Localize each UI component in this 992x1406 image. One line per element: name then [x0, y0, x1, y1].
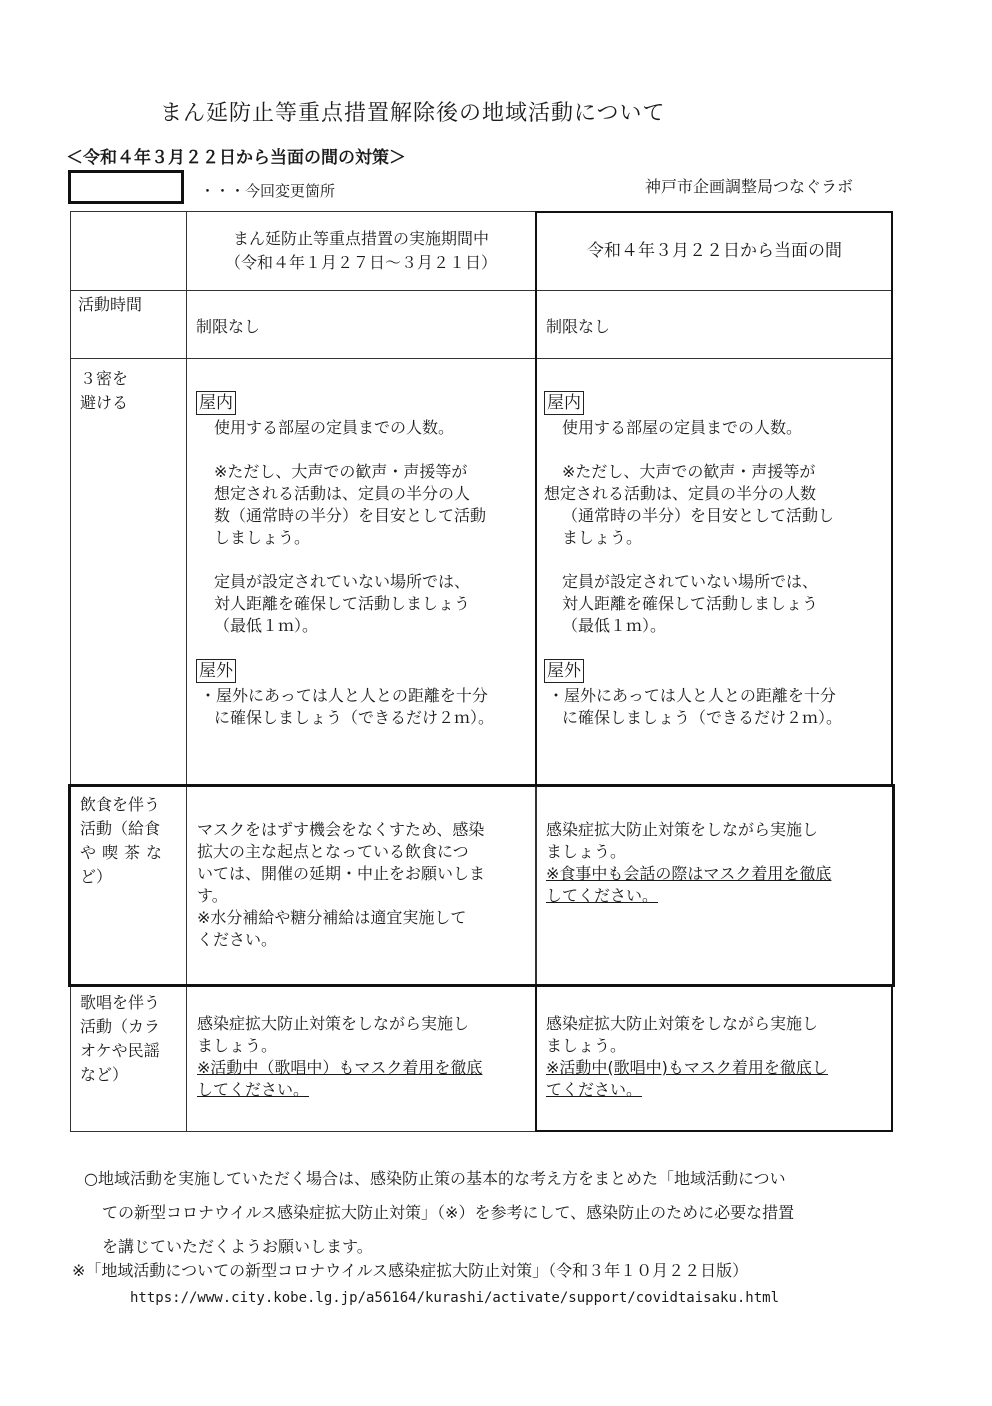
indoor-note-line: 数（通常時の半分）を目安として活動	[214, 506, 487, 525]
row-label-three-c-line1: ３密を	[80, 369, 129, 388]
singing-col2-line: 感染症拡大防止対策をしながら実施し	[546, 1014, 819, 1033]
row-label-line: など）	[80, 1065, 129, 1084]
capacity-note-line: （最低１ｍ）。	[562, 616, 667, 635]
row-label-eating	[80, 793, 184, 889]
page-title: まん延防止等重点措置解除後の地域活動について	[160, 101, 666, 126]
indoor-note-line: 想定される活動は、定員の半分の人	[214, 484, 471, 503]
measures-table	[70, 211, 893, 1132]
indoor-tag: 屋内	[544, 391, 584, 415]
table-border-left	[70, 211, 71, 1132]
eating-col1-line: マスクをはずす機会をなくすため、感染	[197, 820, 485, 839]
eating-col2-line: してください。	[546, 886, 659, 905]
indoor-note-line: しましょう。	[214, 528, 311, 547]
eating-col2-line: ※食事中も会話の際はマスク着用を徹底	[546, 864, 832, 883]
hours-col1: 制限なし	[196, 317, 261, 336]
outdoor-tag: 屋外	[544, 659, 584, 683]
eating-col1-line: す。	[197, 886, 228, 905]
legend-box	[68, 170, 184, 204]
indoor-tag: 屋内	[196, 391, 236, 415]
singing-col1-line: ※活動中（歌唱中）もマスク着用を徹底	[197, 1058, 483, 1077]
capacity-note-line: 対人距離を確保して活動しましょう	[562, 594, 819, 613]
row-label-line: 活動（給食	[80, 819, 161, 838]
row-label-singing	[80, 991, 184, 1087]
footer-line: ての新型コロナウイルス感染症拡大防止対策」（※）を参考にして、感染防止のために必要な措置	[102, 1203, 795, 1222]
header-period2: 令和４年３月２２日から当面の間	[587, 241, 842, 261]
singing-col2-line: ましょう。	[546, 1036, 627, 1055]
footer-text	[84, 1162, 794, 1264]
indoor-note-line: （通常時の半分）を目安として活動し	[562, 506, 835, 525]
capacity-note-line: （最低１ｍ）。	[214, 616, 319, 635]
eating-col1	[197, 819, 533, 951]
indoor-note	[544, 461, 890, 549]
eating-col2-line: ましょう。	[546, 842, 627, 861]
outdoor-note	[196, 685, 532, 729]
three-c-col1	[196, 391, 532, 729]
eating-col2	[546, 819, 890, 907]
indoor-note	[196, 461, 532, 549]
eating-col1-line: いては、開催の延期・中止をお願いしま	[197, 864, 486, 883]
capacity-note-line: 定員が設定されていない場所では、	[214, 572, 471, 591]
outdoor-note-line: ・屋外にあっては人と人との距離を十分	[200, 686, 488, 705]
department-name: 神戸市企画調整局つなぐラボ	[645, 177, 854, 196]
row-label-three-c	[80, 367, 128, 415]
outdoor-tag: 屋外	[196, 659, 236, 683]
row-label-line: オケや民謡	[80, 1041, 160, 1060]
capacity-note	[544, 571, 890, 637]
eating-col1-line: ※水分補給や糖分補給は適宜実施して	[197, 908, 467, 927]
indoor-note-line: 想定される活動は、定員の半分の人数	[544, 484, 817, 503]
row-label-line: ど）	[80, 867, 113, 886]
legend-text: ・・・今回変更箇所	[200, 182, 336, 200]
indoor-note-line: ※ただし、大声での歓声・声援等が	[562, 462, 816, 481]
footer-line: を講じていただくようお願いします。	[102, 1237, 373, 1256]
reference-url[interactable]: https://www.city.kobe.lg.jp/a56164/kurashi/activate/support/covidtaisaku.html	[130, 1290, 780, 1306]
singing-col1-line: してください。	[197, 1080, 310, 1099]
outdoor-note	[544, 685, 890, 729]
header-period1	[187, 227, 535, 275]
indoor-limit: 使用する部屋の定員までの人数。	[562, 418, 803, 437]
capacity-note-line: 対人距離を確保して活動しましょう	[214, 594, 471, 613]
singing-col1-line: ましょう。	[197, 1036, 278, 1055]
eating-col1-line: ください。	[197, 930, 278, 949]
footer-line: ○地域活動を実施していただく場合は、感染防止策の基本的な考え方をまとめた「地域活動につい	[84, 1169, 786, 1188]
col-divider	[186, 211, 187, 1132]
singing-col2	[546, 1013, 890, 1101]
singing-col2-line: ※活動中(歌唱中)もマスク着用を徹底し	[546, 1058, 828, 1077]
row-label-line: 飲食を伴う	[80, 795, 161, 814]
outdoor-note-line: ・屋外にあっては人と人との距離を十分	[548, 686, 836, 705]
singing-col1-line: 感染症拡大防止対策をしながら実施し	[197, 1014, 470, 1033]
header-period1-line2: （令和４年１月２７日～３月２１日）	[224, 253, 497, 272]
header-period1-line1: まん延防止等重点措置の実施期間中	[232, 229, 489, 248]
outdoor-note-line: に確保しましょう（できるだけ２ｍ）。	[214, 708, 495, 727]
eating-col2-line: 感染症拡大防止対策をしながら実施し	[546, 820, 819, 839]
row-label-three-c-line2: 避ける	[80, 393, 129, 412]
singing-col2-line: てください。	[546, 1080, 643, 1099]
outdoor-note-line: に確保しましょう（できるだけ２ｍ）。	[562, 708, 843, 727]
row-label-line: 歌唱を伴う	[80, 993, 161, 1012]
capacity-note	[196, 571, 532, 637]
row-label-line: 活動（カラ	[80, 1017, 161, 1036]
capacity-note-line: 定員が設定されていない場所では、	[562, 572, 819, 591]
indoor-limit: 使用する部屋の定員までの人数。	[214, 418, 455, 437]
hours-col2: 制限なし	[546, 317, 611, 336]
eating-col1-line: 拡大の主な起点となっている飲食につ	[197, 842, 469, 861]
row-label-line: や喫茶な	[80, 843, 169, 862]
indoor-note-line: ※ただし、大声での歓声・声援等が	[214, 462, 468, 481]
singing-col1	[197, 1013, 533, 1101]
reference-note: ※「地域活動についての新型コロナウイルス感染症拡大防止対策」（令和３年１０月２２日版）	[72, 1261, 749, 1280]
row-label-hours: 活動時間	[78, 295, 143, 314]
three-c-col2	[544, 391, 890, 729]
indoor-note-line: ましょう。	[562, 528, 643, 547]
page-subtitle: ＜令和４年３月２２日から当面の間の対策＞	[66, 148, 406, 168]
